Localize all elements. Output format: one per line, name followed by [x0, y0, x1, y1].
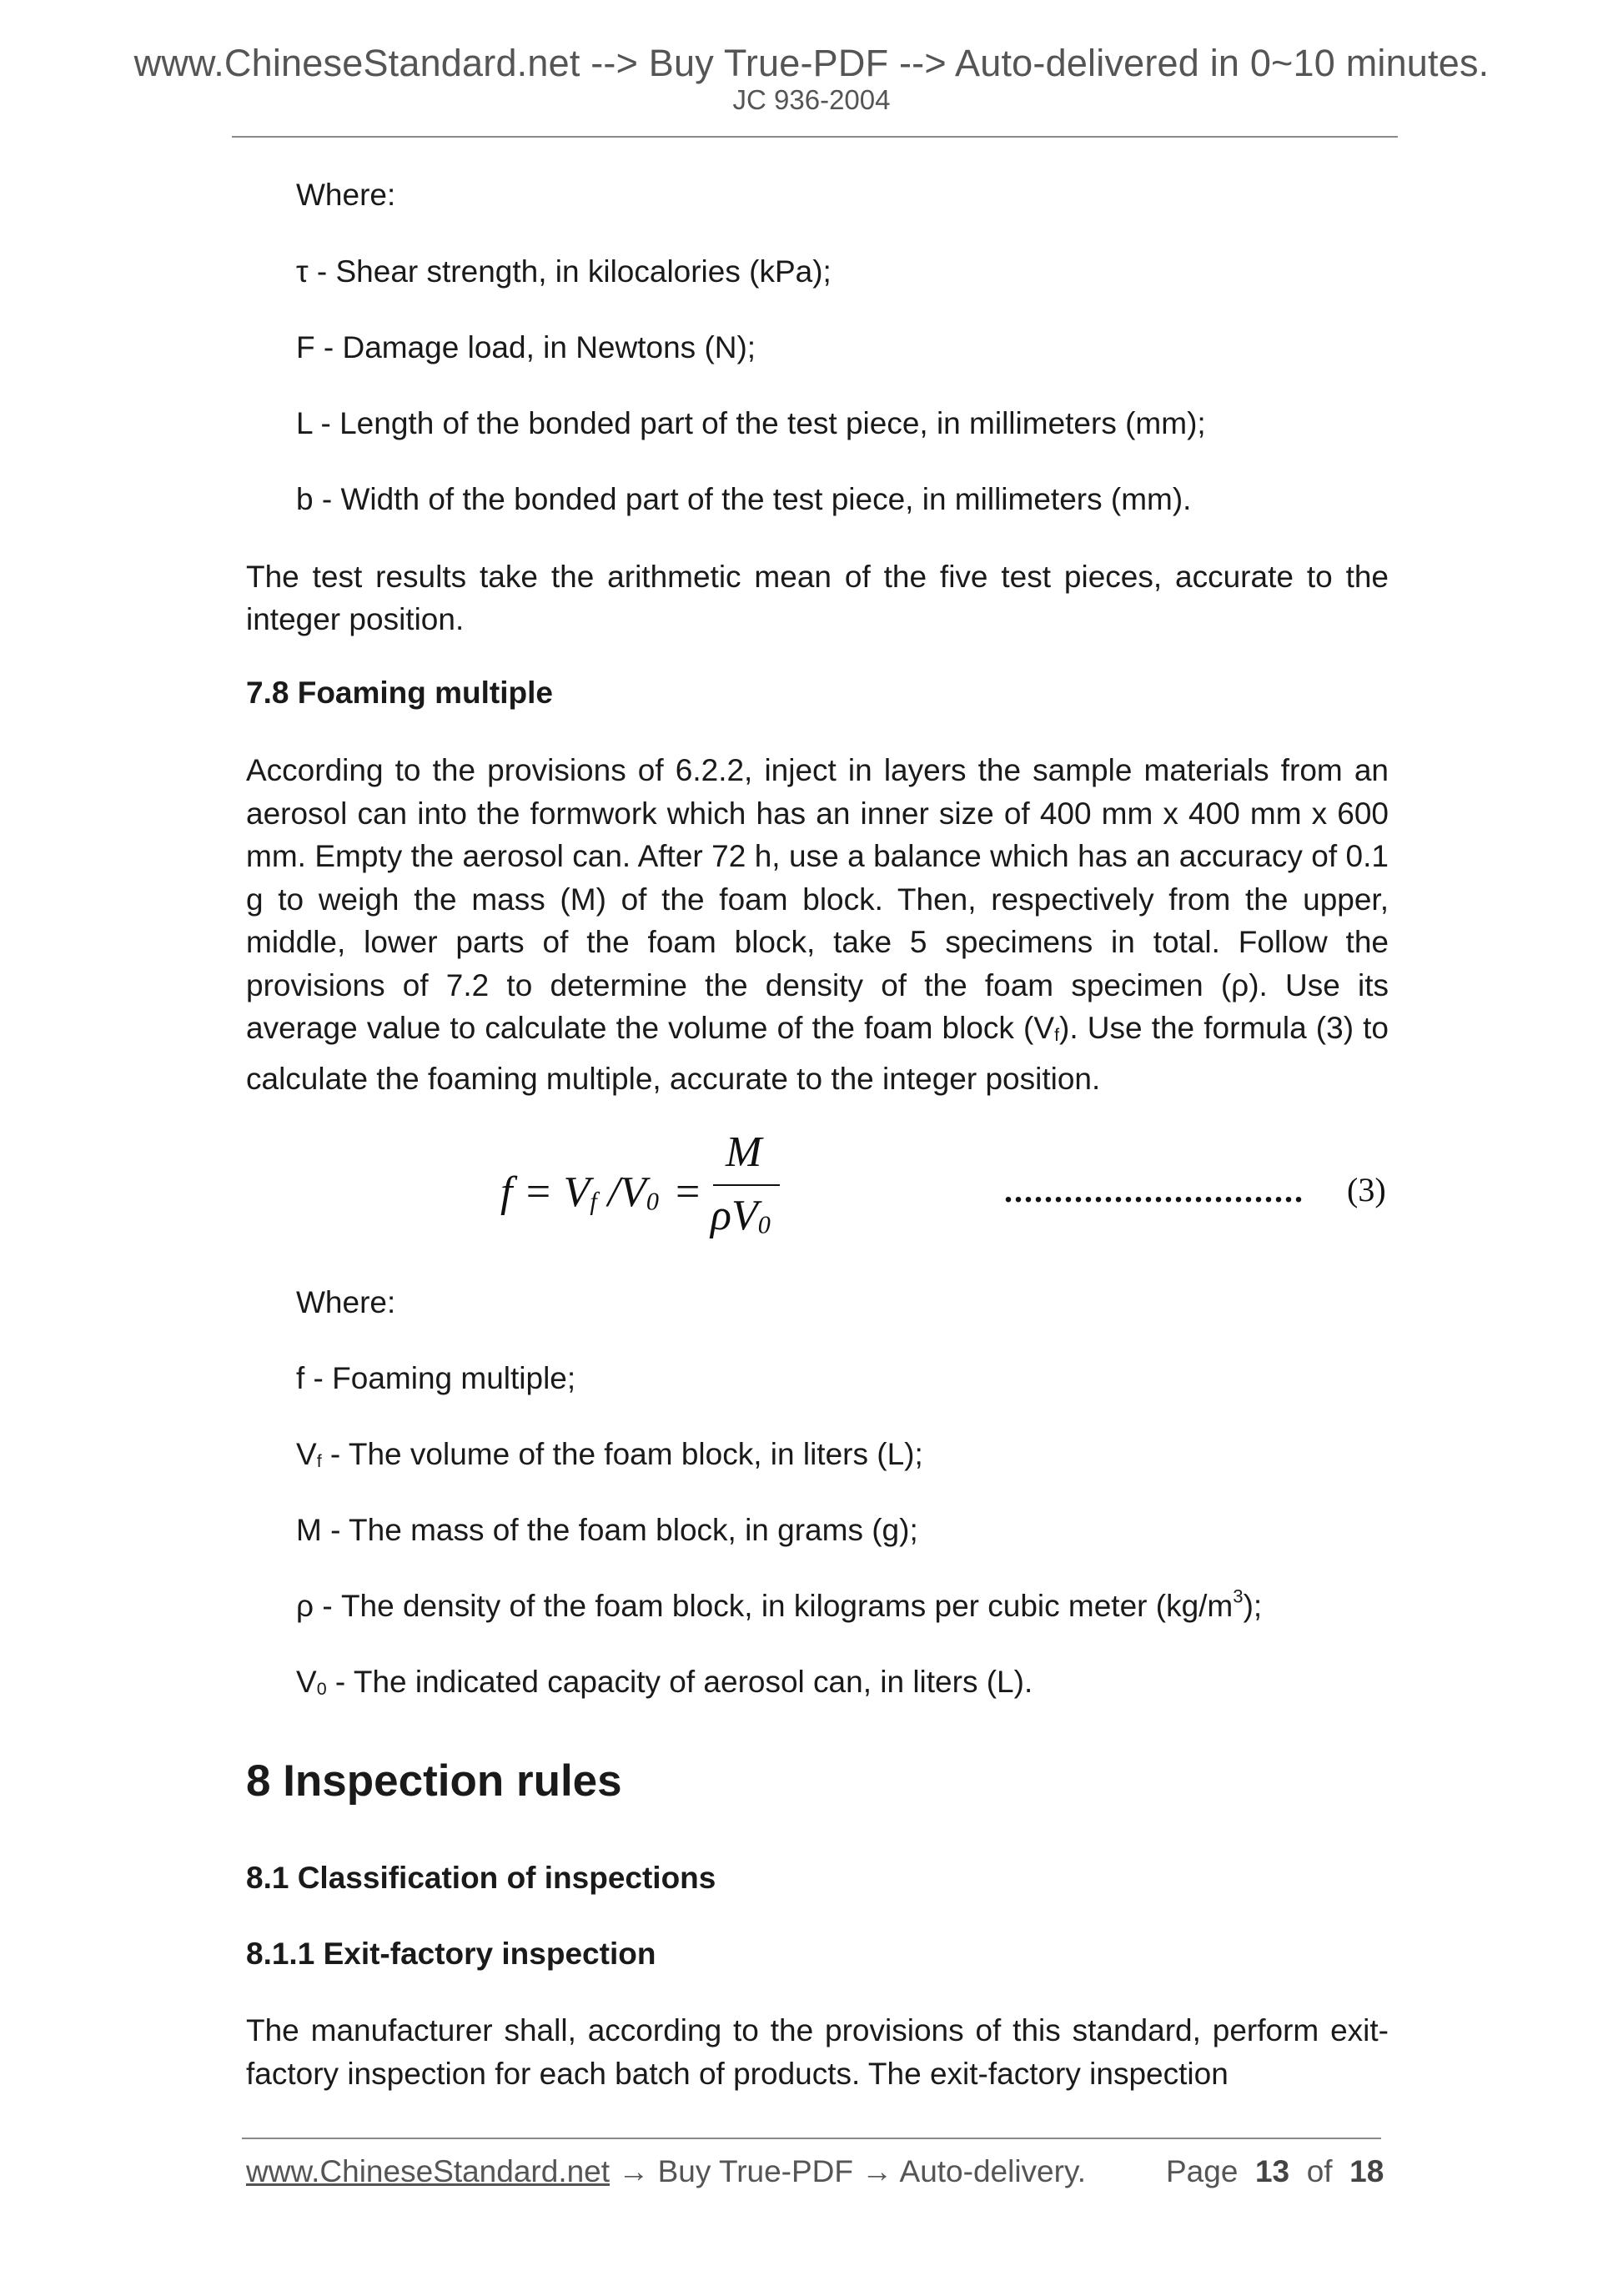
results-paragraph: The test results take the arithmetic mean of the five test pieces, accurate to the integer position. — [246, 560, 1389, 636]
formula-denominator — [711, 1191, 771, 1240]
formula-lhs — [500, 1168, 659, 1217]
symbol: L — [296, 406, 313, 440]
footer-left — [246, 2154, 1086, 2189]
symbol: ρ — [296, 1589, 314, 1623]
paragraph-text: According to the provisions of 6.2.2, inject in layers the sample materials from an aerosol can into the formwork which has an inner size of 400 mm x 400 mm x 600 mm. Empty the aerosol can. After 72 h, use a balance which has an accuracy of 0.1 g to weigh the mass (M) of the foam block. Then, respectively from the upper, middle, lower parts of the foam block, take 5 specimens in total. Follow the provisions of 7.2 to determine the density of the foam specimen (ρ). Use its average value to calculate the volume of the foam block (V — [246, 753, 1389, 1045]
definition-text: - The mass of the foam block, in grams (g); — [321, 1513, 918, 1547]
definition-vf — [296, 1435, 923, 1480]
footer-divider — [242, 2138, 1381, 2139]
definition-text: - Width of the bonded part of the test piece, in millimeters (mm). — [313, 482, 1192, 516]
header-divider — [232, 136, 1398, 138]
definition-m — [296, 1511, 918, 1550]
subscript: f — [590, 1187, 597, 1216]
page-label: Page — [1166, 2154, 1239, 2188]
where-label: Where: — [296, 178, 396, 212]
where-label: Where: — [296, 1285, 396, 1319]
chapter-heading-8: 8 Inspection rules — [246, 1756, 622, 1806]
subscript: 0 — [757, 1210, 771, 1239]
section-heading-7-8: 7.8 Foaming multiple — [246, 676, 553, 710]
definition-tau — [296, 253, 832, 291]
formula-text: ρV — [711, 1192, 758, 1239]
definition-v0 — [296, 1663, 1033, 1708]
definition-f-load — [296, 329, 756, 367]
superscript: 3 — [1233, 1585, 1244, 1607]
symbol: M — [296, 1513, 322, 1547]
header-banner[interactable]: www.ChineseStandard.net --> Buy True-PDF --> Auto-delivered in 0~10 minutes. — [133, 42, 1490, 84]
formula-text: /V — [596, 1168, 646, 1216]
page-total: 18 — [1349, 2154, 1384, 2188]
footer-link[interactable]: www.ChineseStandard.net — [246, 2154, 611, 2188]
page-number: 13 — [1254, 2154, 1290, 2188]
definition-l — [296, 404, 1206, 443]
definition-text: - Length of the bonded part of the test piece, in millimeters (mm); — [312, 406, 1206, 440]
section-heading-8-1: 8.1 Classification of inspections — [246, 1861, 716, 1895]
section-heading-8-1-1: 8.1.1 Exit-factory inspection — [246, 1937, 656, 1971]
page-indicator — [1166, 2154, 1384, 2189]
formula-leader-dots: .............................. — [1004, 1172, 1304, 1209]
fraction-bar — [713, 1184, 780, 1186]
formula-text: f = V — [500, 1168, 590, 1216]
definition-text: - The indicated capacity of aerosol can, in liters (L). — [326, 1665, 1033, 1699]
symbol: b — [296, 482, 314, 516]
exit-factory-paragraph: The manufacturer shall, according to the provisions of this standard, perform exit-factory inspection for each batch of products. The exit-factory inspection — [246, 2013, 1389, 2091]
symbol: τ — [296, 254, 309, 289]
definition-b — [296, 480, 1191, 519]
formula-equals: = — [676, 1168, 701, 1216]
formula-numerator: M — [726, 1128, 762, 1176]
definition-text: - The density of the foam block, in kilograms per cubic meter (kg/m — [314, 1589, 1234, 1623]
definition-text: - Shear strength, in kilocalories (kPa); — [308, 254, 832, 289]
subscript: f — [1054, 1025, 1060, 1046]
document-code: JC 936-2004 — [732, 84, 891, 115]
symbol: F — [296, 330, 315, 364]
definition-rho — [296, 1587, 1262, 1625]
symbol: f — [296, 1361, 305, 1395]
subscript: f — [316, 1451, 322, 1472]
subscript: 0 — [646, 1187, 659, 1216]
paragraph-text: ). Use the formula (3) to calculate the foaming multiple, accurate to the integer position. — [246, 1011, 1389, 1096]
equation-number: (3) — [1347, 1171, 1386, 1208]
definition-text: ); — [1243, 1589, 1263, 1623]
formula-3 — [500, 1128, 1418, 1243]
symbol: V — [296, 1665, 317, 1699]
definition-text: - The volume of the foam block, in liters (L); — [321, 1437, 923, 1471]
subscript: 0 — [316, 1679, 327, 1700]
footer-text: → Buy True-PDF → Auto-delivery. — [610, 2154, 1086, 2188]
definition-text: - Foaming multiple; — [304, 1361, 576, 1395]
of-label: of — [1306, 2154, 1333, 2188]
definition-f — [296, 1359, 575, 1398]
foaming-paragraph — [246, 749, 1389, 1100]
definition-text: - Damage load, in Newtons (N); — [314, 330, 756, 364]
symbol: V — [296, 1437, 317, 1471]
